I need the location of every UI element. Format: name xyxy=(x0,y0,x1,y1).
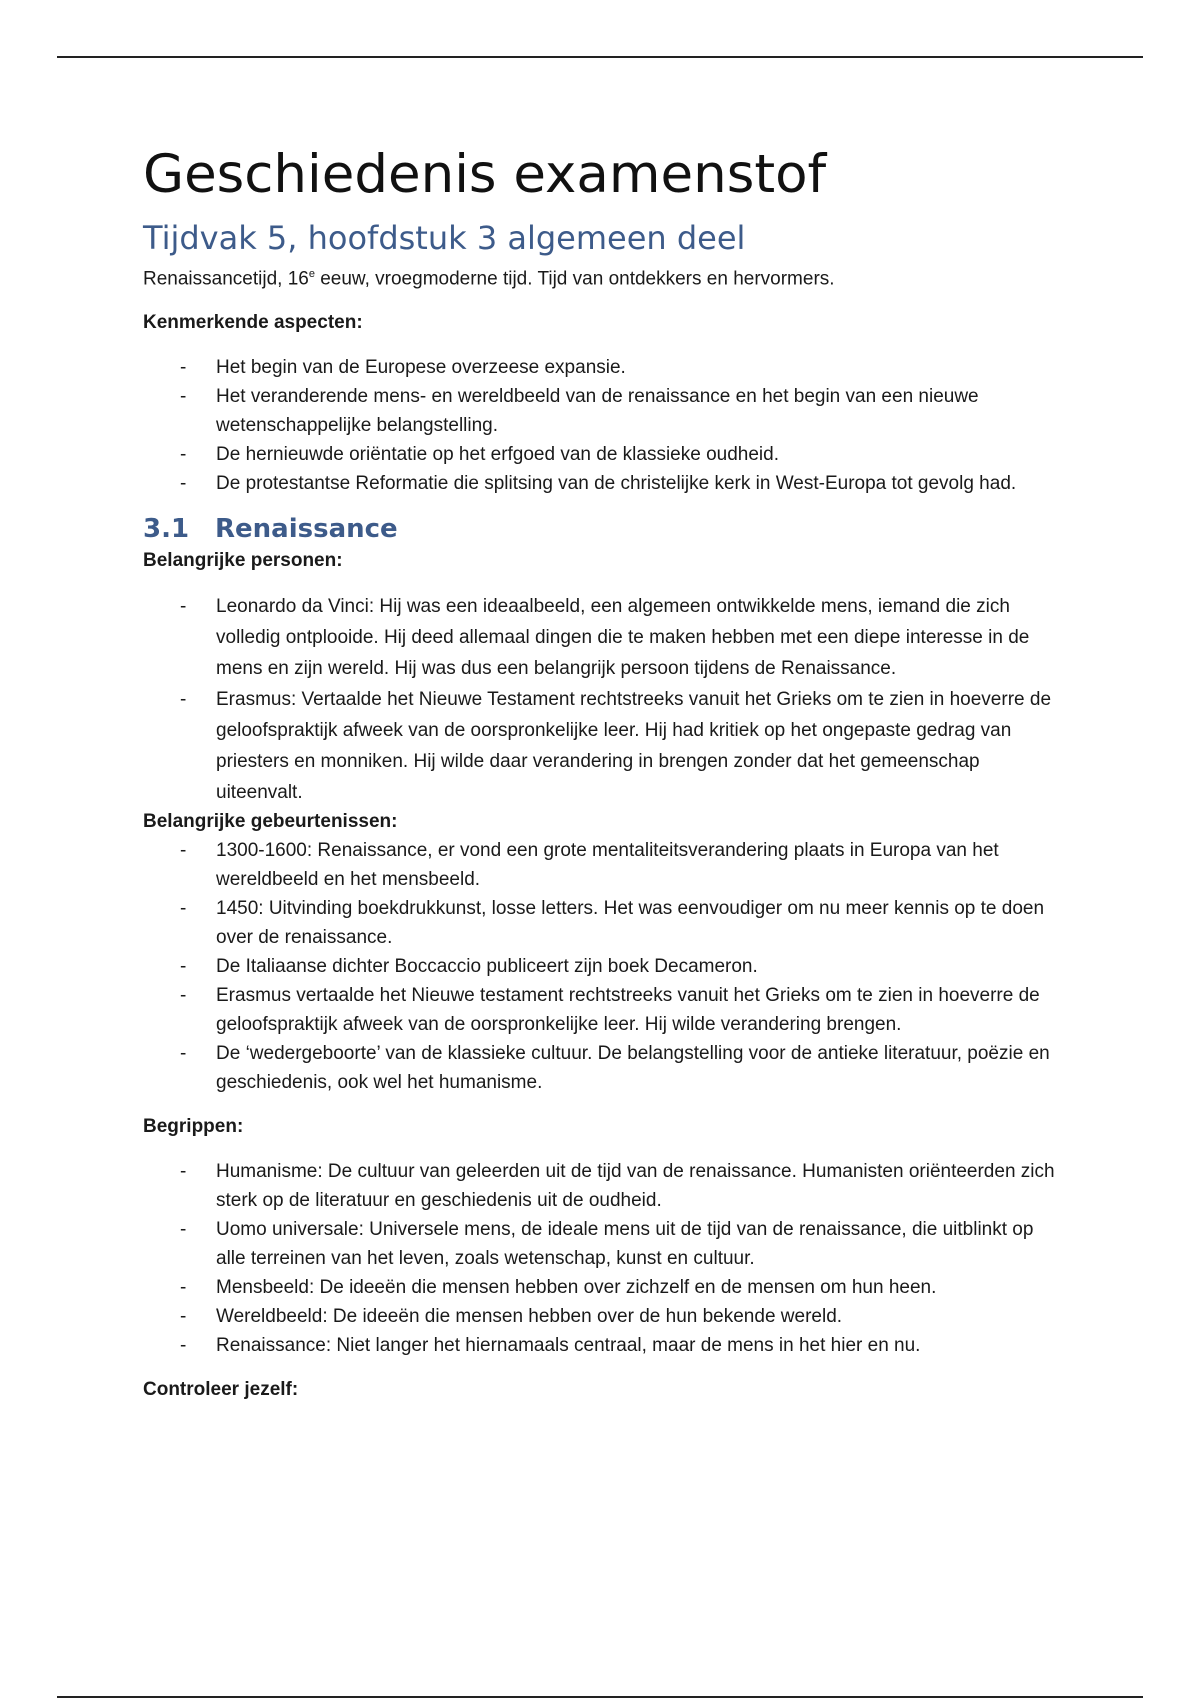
intro-text-end: eeuw, vroegmoderne tijd. Tijd van ontdekkers en hervormers. xyxy=(314,268,835,290)
dash-bullet: - xyxy=(180,689,187,711)
list-item-text: Het begin van de Europese overzeese expansie. xyxy=(216,357,626,379)
dash-bullet: - xyxy=(180,357,187,379)
dash-bullet: - xyxy=(180,1277,187,1299)
list-item-text: Renaissance: Niet langer het hiernamaals centraal, maar de mens in het hier en nu. xyxy=(216,1335,921,1357)
controleer-label: Controleer jezelf: xyxy=(143,1379,299,1401)
dash-bullet: - xyxy=(180,1161,187,1183)
list-item-text: De Italiaanse dichter Boccaccio publiceert zijn boek Decameron. xyxy=(216,956,758,978)
intro-superscript: e xyxy=(308,268,315,280)
dash-bullet: - xyxy=(180,473,187,495)
list-item-text: 1300-1600: Renaissance, er vond een grote mentaliteitsverandering plaats in Europa van het wereldbeeld en het mensbeeld. xyxy=(216,840,999,891)
list-item xyxy=(143,1157,1063,1215)
list-item-text: De hernieuwde oriëntatie op het erfgoed van de klassieke oudheid. xyxy=(216,444,779,466)
list-item-text: De ‘wedergeboorte’ van de klassieke cultuur. De belangstelling voor de antieke literatuur, poëzie en geschiedenis, ook wel het humanisme. xyxy=(216,1043,1050,1094)
document-body xyxy=(143,140,1063,1404)
section-number: 3.1 xyxy=(143,514,190,545)
list-item xyxy=(143,1273,1063,1302)
list-item xyxy=(143,440,1063,469)
list-item-text: Het veranderende mens- en wereldbeeld van de renaissance en het begin van een nieuwe wetenschappelijke belangstelling. xyxy=(216,386,979,437)
gebeurtenissen-label: Belangrijke gebeurtenissen: xyxy=(143,811,398,833)
list-item-text: Erasmus: Vertaalde het Nieuwe Testament rechtstreeks vanuit het Grieks om te zien in hoeverre de geloofspraktijk afweek van de oorspronkelijke leer. Hij had kritiek op het ongepaste gedrag van priesters en monniken. Hij wilde daar verandering in brengen zonder dat het gemeenschap uiteenvalt. xyxy=(216,689,1052,804)
kenmerkende-list xyxy=(143,353,1063,498)
dash-bullet: - xyxy=(180,985,187,1007)
dash-bullet: - xyxy=(180,840,187,862)
section-title: Renaissance xyxy=(215,514,398,545)
dash-bullet: - xyxy=(180,444,187,466)
list-item xyxy=(143,353,1063,382)
dash-bullet: - xyxy=(180,1306,187,1328)
list-item xyxy=(143,952,1063,981)
list-item-text: Leonardo da Vinci: Hij was een ideaalbeeld, een algemeen ontwikkelde mens, iemand die zich volledig ontplooide. Hij deed allemaal dingen die te maken hebben met een diepe interesse in de mens en zijn wereld. Hij was dus een belangrijk persoon tijdens de Renaissance. xyxy=(216,596,1030,680)
personen-list xyxy=(143,591,1063,808)
dash-bullet: - xyxy=(180,386,187,408)
intro-text-start: Renaissancetijd, 16 xyxy=(143,268,309,290)
list-item-text: 1450: Uitvinding boekdrukkunst, losse letters. Het was eenvoudiger om nu meer kennis op te doen over de renaissance. xyxy=(216,898,1045,949)
begrippen-label: Begrippen: xyxy=(143,1116,244,1138)
dash-bullet: - xyxy=(180,898,187,920)
list-item-text: Wereldbeeld: De ideeën die mensen hebben over de hun bekende wereld. xyxy=(216,1306,843,1328)
section-heading xyxy=(143,511,1063,547)
list-item xyxy=(143,382,1063,440)
list-item xyxy=(143,1039,1063,1097)
personen-label: Belangrijke personen: xyxy=(143,550,343,572)
begrippen-list xyxy=(143,1157,1063,1360)
list-item-text: Uomo universale: Universele mens, de ideale mens uit de tijd van de renaissance, die uitblinkt op alle terreinen van het leven, zoals wetenschap, kunst en cultuur. xyxy=(216,1219,1034,1270)
list-item xyxy=(143,1302,1063,1331)
list-item xyxy=(143,591,1063,684)
list-item xyxy=(143,1215,1063,1273)
list-item-text: Erasmus vertaalde het Nieuwe testament rechtstreeks vanuit het Grieks om te zien in hoeverre de geloofspraktijk afweek van de oorspronkelijke leer. Hij wilde verandering brengen. xyxy=(216,985,1040,1036)
list-item xyxy=(143,981,1063,1039)
gebeurtenissen-list xyxy=(143,836,1063,1097)
footer-rule xyxy=(57,1696,1143,1698)
dash-bullet: - xyxy=(180,1219,187,1241)
intro-text xyxy=(143,260,1063,293)
document-title: Geschiedenis examenstof xyxy=(143,144,827,205)
chapter-heading: Tijdvak 5, hoofdstuk 3 algemeen deel xyxy=(143,219,746,257)
dash-bullet: - xyxy=(180,1335,187,1357)
dash-bullet: - xyxy=(180,596,187,618)
list-item-text: Mensbeeld: De ideeën die mensen hebben over zichzelf en de mensen om hun heen. xyxy=(216,1277,937,1299)
list-item xyxy=(143,1331,1063,1360)
dash-bullet: - xyxy=(180,1043,187,1065)
list-item-text: De protestantse Reformatie die splitsing van de christelijke kerk in West-Europa tot gevolg had. xyxy=(216,473,1017,495)
list-item xyxy=(143,894,1063,952)
header-rule xyxy=(57,56,1143,58)
list-item xyxy=(143,836,1063,894)
list-item-text: Humanisme: De cultuur van geleerden uit de tijd van de renaissance. Humanisten oriënteerden zich sterk op de literatuur en geschiedenis uit de oudheid. xyxy=(216,1161,1055,1212)
dash-bullet: - xyxy=(180,956,187,978)
kenmerkende-label: Kenmerkende aspecten: xyxy=(143,312,363,334)
list-item xyxy=(143,684,1063,808)
list-item xyxy=(143,469,1063,498)
